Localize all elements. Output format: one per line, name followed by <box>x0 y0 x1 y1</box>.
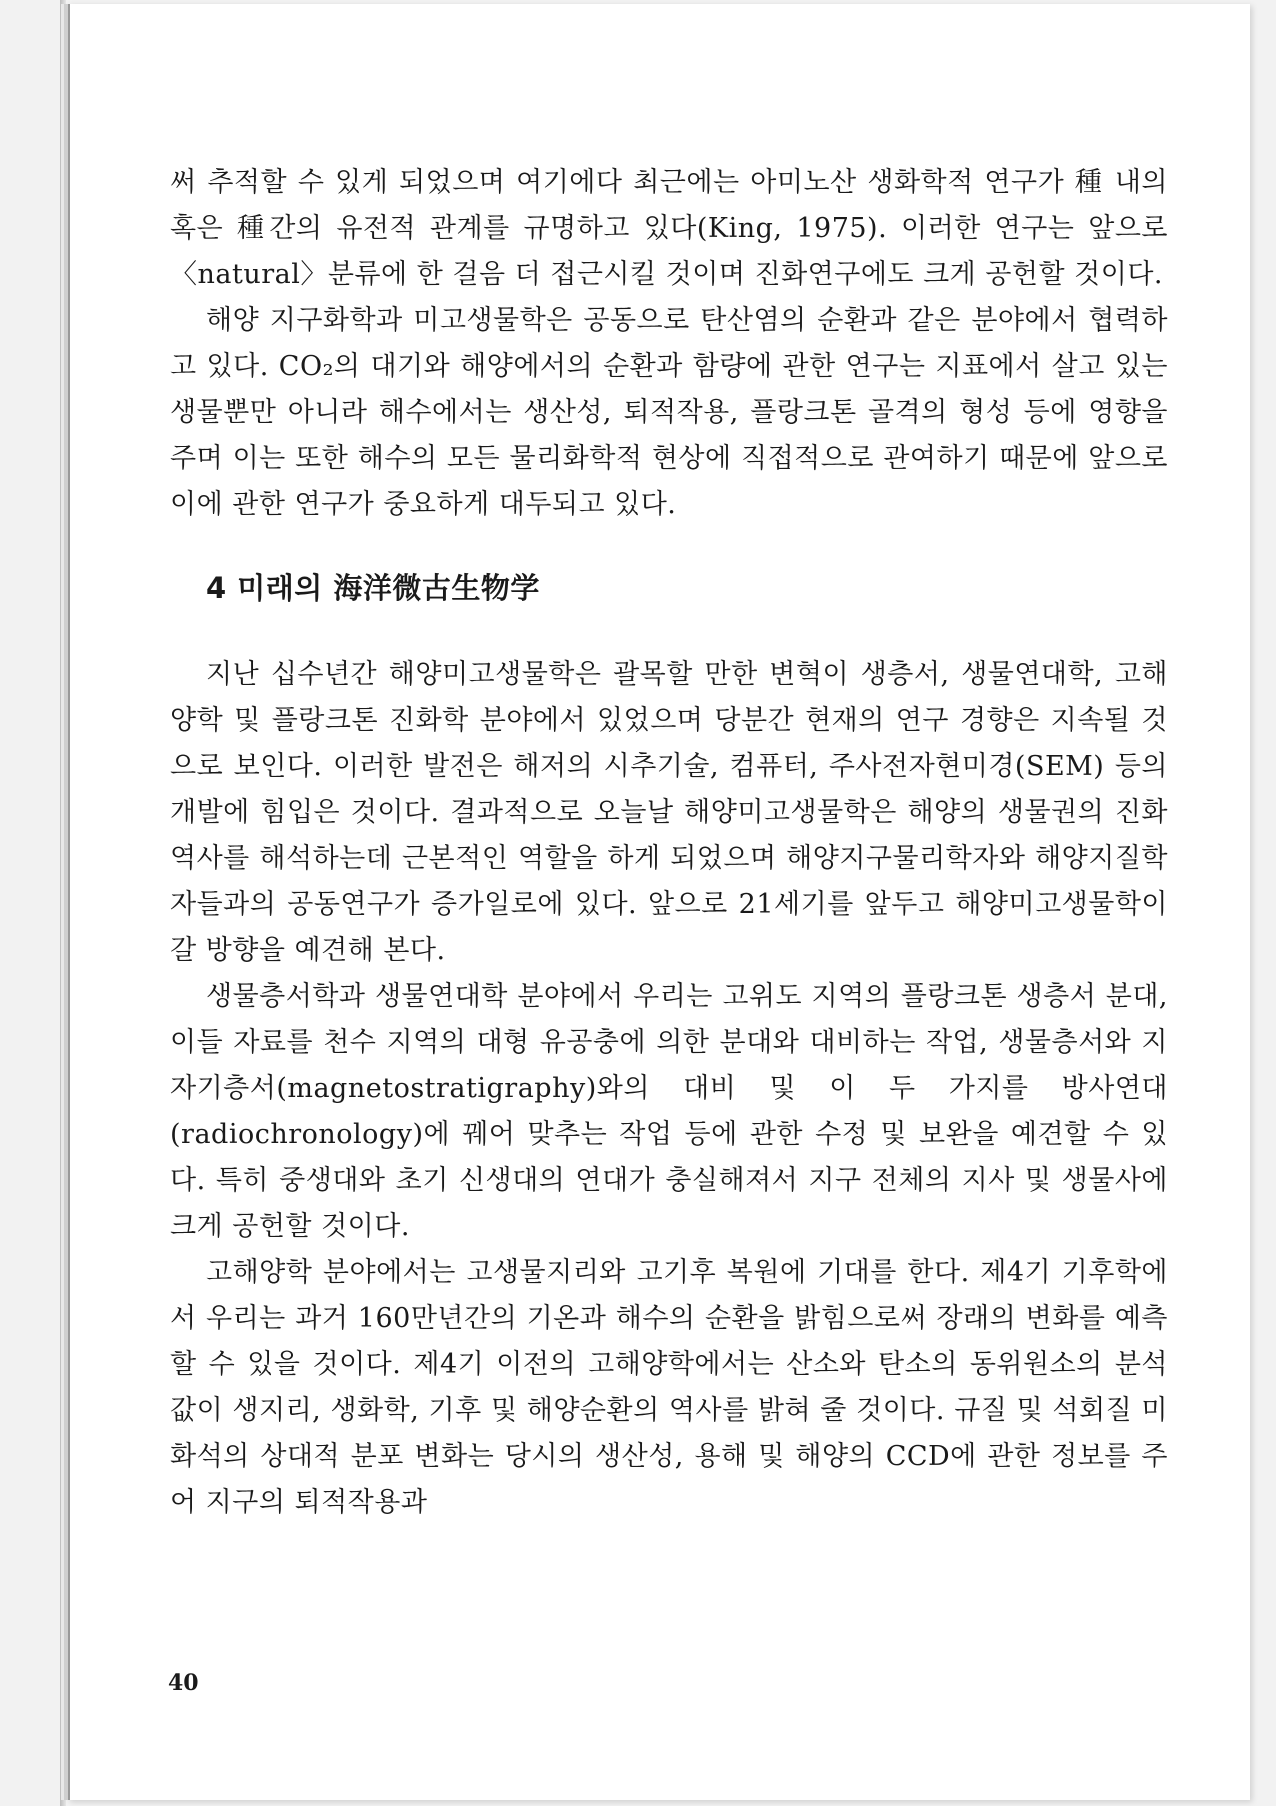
page-number: 40 <box>168 1670 199 1696</box>
paragraph-continuation: 써 추적할 수 있게 되었으며 여기에다 최근에는 아미노산 생화학적 연구가 種 내의 혹은 種간의 유전적 관계를 규명하고 있다(King, 1975). 이러한 연구는 앞으로 〈natural〉분류에 한 걸음 더 접근시킬 것이며 진화연구에도 크게 공헌할 것이다. <box>170 167 1168 290</box>
section-heading: 4 미래의 海洋微古生物学 <box>206 571 540 605</box>
paragraph-biostratigraphy: 생물층서학과 생물연대학 분야에서 우리는 고위도 지역의 플랑크톤 생층서 분대, 이들 자료를 천수 지역의 대형 유공충에 의한 분대와 대비하는 작업, 생물층서와 지자기층서(magnetostratigraphy)와의 대비 및 이 두 가지를 방사연대(radiochronology)에 꿰어 맞추는 작업 등에 관한 수정 및 보완을 예견할 수 있다. 특히 중생대와 초기 신생대의 연대가 충실해져서 지구 전체의 지사 및 생물사에 크게 공헌할 것이다. <box>170 981 1168 1242</box>
page-text-block <box>170 160 1168 1526</box>
paragraph-recent-decades: 지난 십수년간 해양미고생물학은 괄목할 만한 변혁이 생층서, 생물연대학, 고해양학 및 플랑크톤 진화학 분야에서 있었으며 당분간 현재의 연구 경향은 지속될 것으로 보인다. 이러한 발전은 해저의 시추기술, 컴퓨터, 주사전자현미경(SEM) 등의 개발에 힘입은 것이다. 결과적으로 오늘날 해양미고생물학은 해양의 생물권의 진화역사를 해석하는데 근본적인 역할을 하게 되었으며 해양지구물리학자와 해양지질학자들과의 공동연구가 증가일로에 있다. 앞으로 21세기를 앞두고 해양미고생물학이 갈 방향을 예견해 본다. <box>170 659 1168 966</box>
book-spine <box>60 0 66 1806</box>
paragraph-geochemistry: 해양 지구화학과 미고생물학은 공동으로 탄산염의 순환과 같은 분야에서 협력하고 있다. CO₂의 대기와 해양에서의 순환과 함량에 관한 연구는 지표에서 살고 있는 생물뿐만 아니라 해수에서는 생산성, 퇴적작용, 플랑크톤 골격의 형성 등에 영향을 주며 이는 또한 해수의 모든 물리화학적 현상에 직접적으로 관여하기 때문에 앞으로 이에 관한 연구가 중요하게 대두되고 있다. <box>170 305 1168 520</box>
paragraph-paleoceanography: 고해양학 분야에서는 고생물지리와 고기후 복원에 기대를 한다. 제4기 기후학에서 우리는 과거 160만년간의 기온과 해수의 순환을 밝힘으로써 장래의 변화를 예측할 수 있을 것이다. 제4기 이전의 고해양학에서는 산소와 탄소의 동위원소의 분석 값이 생지리, 생화학, 기후 및 해양순환의 역사를 밝혀 줄 것이다. 규질 및 석회질 미화석의 상대적 분포 변화는 당시의 생산성, 용해 및 해양의 CCD에 관한 정보를 주어 지구의 퇴적작용과 <box>170 1257 1168 1518</box>
